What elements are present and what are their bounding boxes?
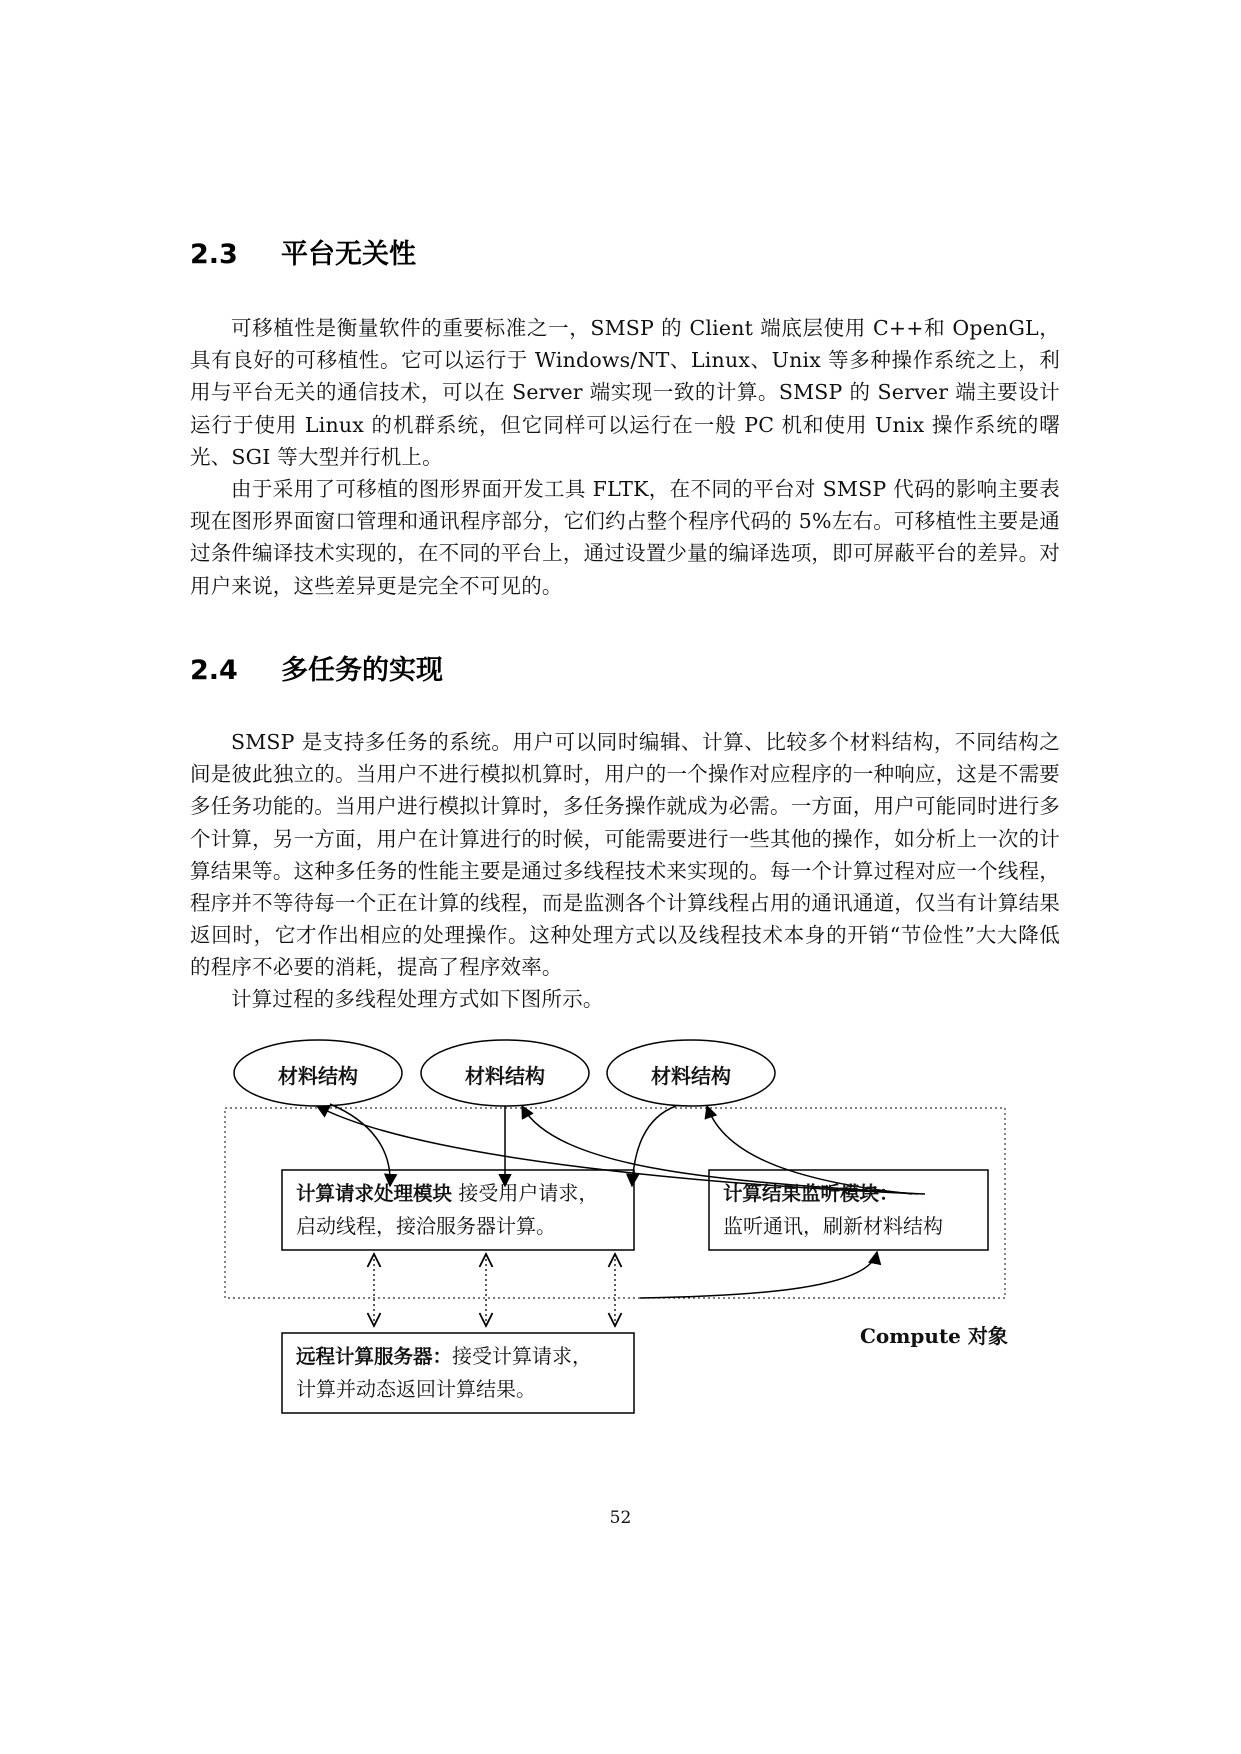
paragraph: 可移植性是衡量软件的重要标准之一，SMSP 的 Client 端底层使用 C++和 OpenGL，具有良好的可移植性。它可以运行于 Windows/NT、Linux、Unix 等多种操作系统之上，利用与平台无关的通信技术，可以在 Server 端实现一致的计算。SMSP 的 Server 端主要设计运行于使用 Linux 的机群系统，但它同样可以运行在一般 PC 机和使用 Unix 操作系统的曙光、SGI 等大型并行机上。 — [190, 316, 1060, 469]
server-box-line1: 接受计算请求， — [452, 1344, 593, 1368]
monitor-box-line2: 监听通讯，刷新材料结构 — [723, 1214, 943, 1238]
request-box-text — [296, 1177, 598, 1242]
section-number: 2.4 — [190, 655, 238, 686]
ellipse-label: 材料结构 — [278, 1064, 358, 1088]
server-box-line2: 计算并动态返回计算结果。 — [296, 1377, 536, 1401]
monitor-box-text — [723, 1177, 943, 1242]
request-box-line2: 启动线程，接洽服务器计算。 — [296, 1214, 556, 1238]
ellipse-label: 材料结构 — [651, 1064, 731, 1088]
paragraph: 计算过程的多线程处理方式如下图所示。 — [231, 987, 604, 1011]
section-number: 2.3 — [190, 239, 238, 270]
paragraph: SMSP 是支持多任务的系统。用户可以同时编辑、计算、比较多个材料结构，不同结构之间是彼此独立的。当用户不进行模拟机算时，用户的一个操作对应程序的一种响应，这是不需要多任务功能的。当用户进行模拟计算时，多任务操作就成为必需。一方面，用户可能同时进行多个计算，另一方面，用户在计算进行的时候，可能需要进行一些其他的操作，如分析上一次的计算结果等。这种多任务的性能主要是通过多线程技术来实现的。每一个计算过程对应一个线程，程序并不等待每一个正在计算的线程，而是监测各个计算线程占用的通讯通道，仅当有计算结果返回时，它才作出相应的处理操作。这种处理方式以及线程技术本身的开销“节俭性”大大降低的程序不必要的消耗，提高了程序效率。 — [190, 730, 1060, 980]
ellipse-label: 材料结构 — [465, 1064, 545, 1088]
section-title: 多任务的实现 — [281, 655, 443, 686]
result-return-arrow — [640, 1252, 877, 1298]
compute-object-label: Compute 对象 — [860, 1324, 1008, 1348]
monitor-box-title: 计算结果监听模块： — [723, 1182, 899, 1205]
server-box-text — [296, 1340, 592, 1405]
request-box-line1: 接受用户请求， — [458, 1181, 599, 1205]
page-number: 52 — [609, 1508, 632, 1528]
section-title: 平台无关性 — [281, 239, 416, 270]
request-box-title: 计算请求处理模块 — [296, 1182, 453, 1205]
server-box-title: 远程计算服务器： — [296, 1345, 453, 1368]
paragraph: 由于采用了可移植的图形界面开发工具 FLTK，在不同的平台对 SMSP 代码的影响主要表现在图形界面窗口管理和通讯程序部分，它们约占整个程序代码的 5%左右。可移植性主要是通过条件编译技术实现的，在不同的平台上，通过设置少量的编译选项，即可屏蔽平台的差异。对用户来说，这些差异更是完全不可见的。 — [190, 477, 1060, 598]
